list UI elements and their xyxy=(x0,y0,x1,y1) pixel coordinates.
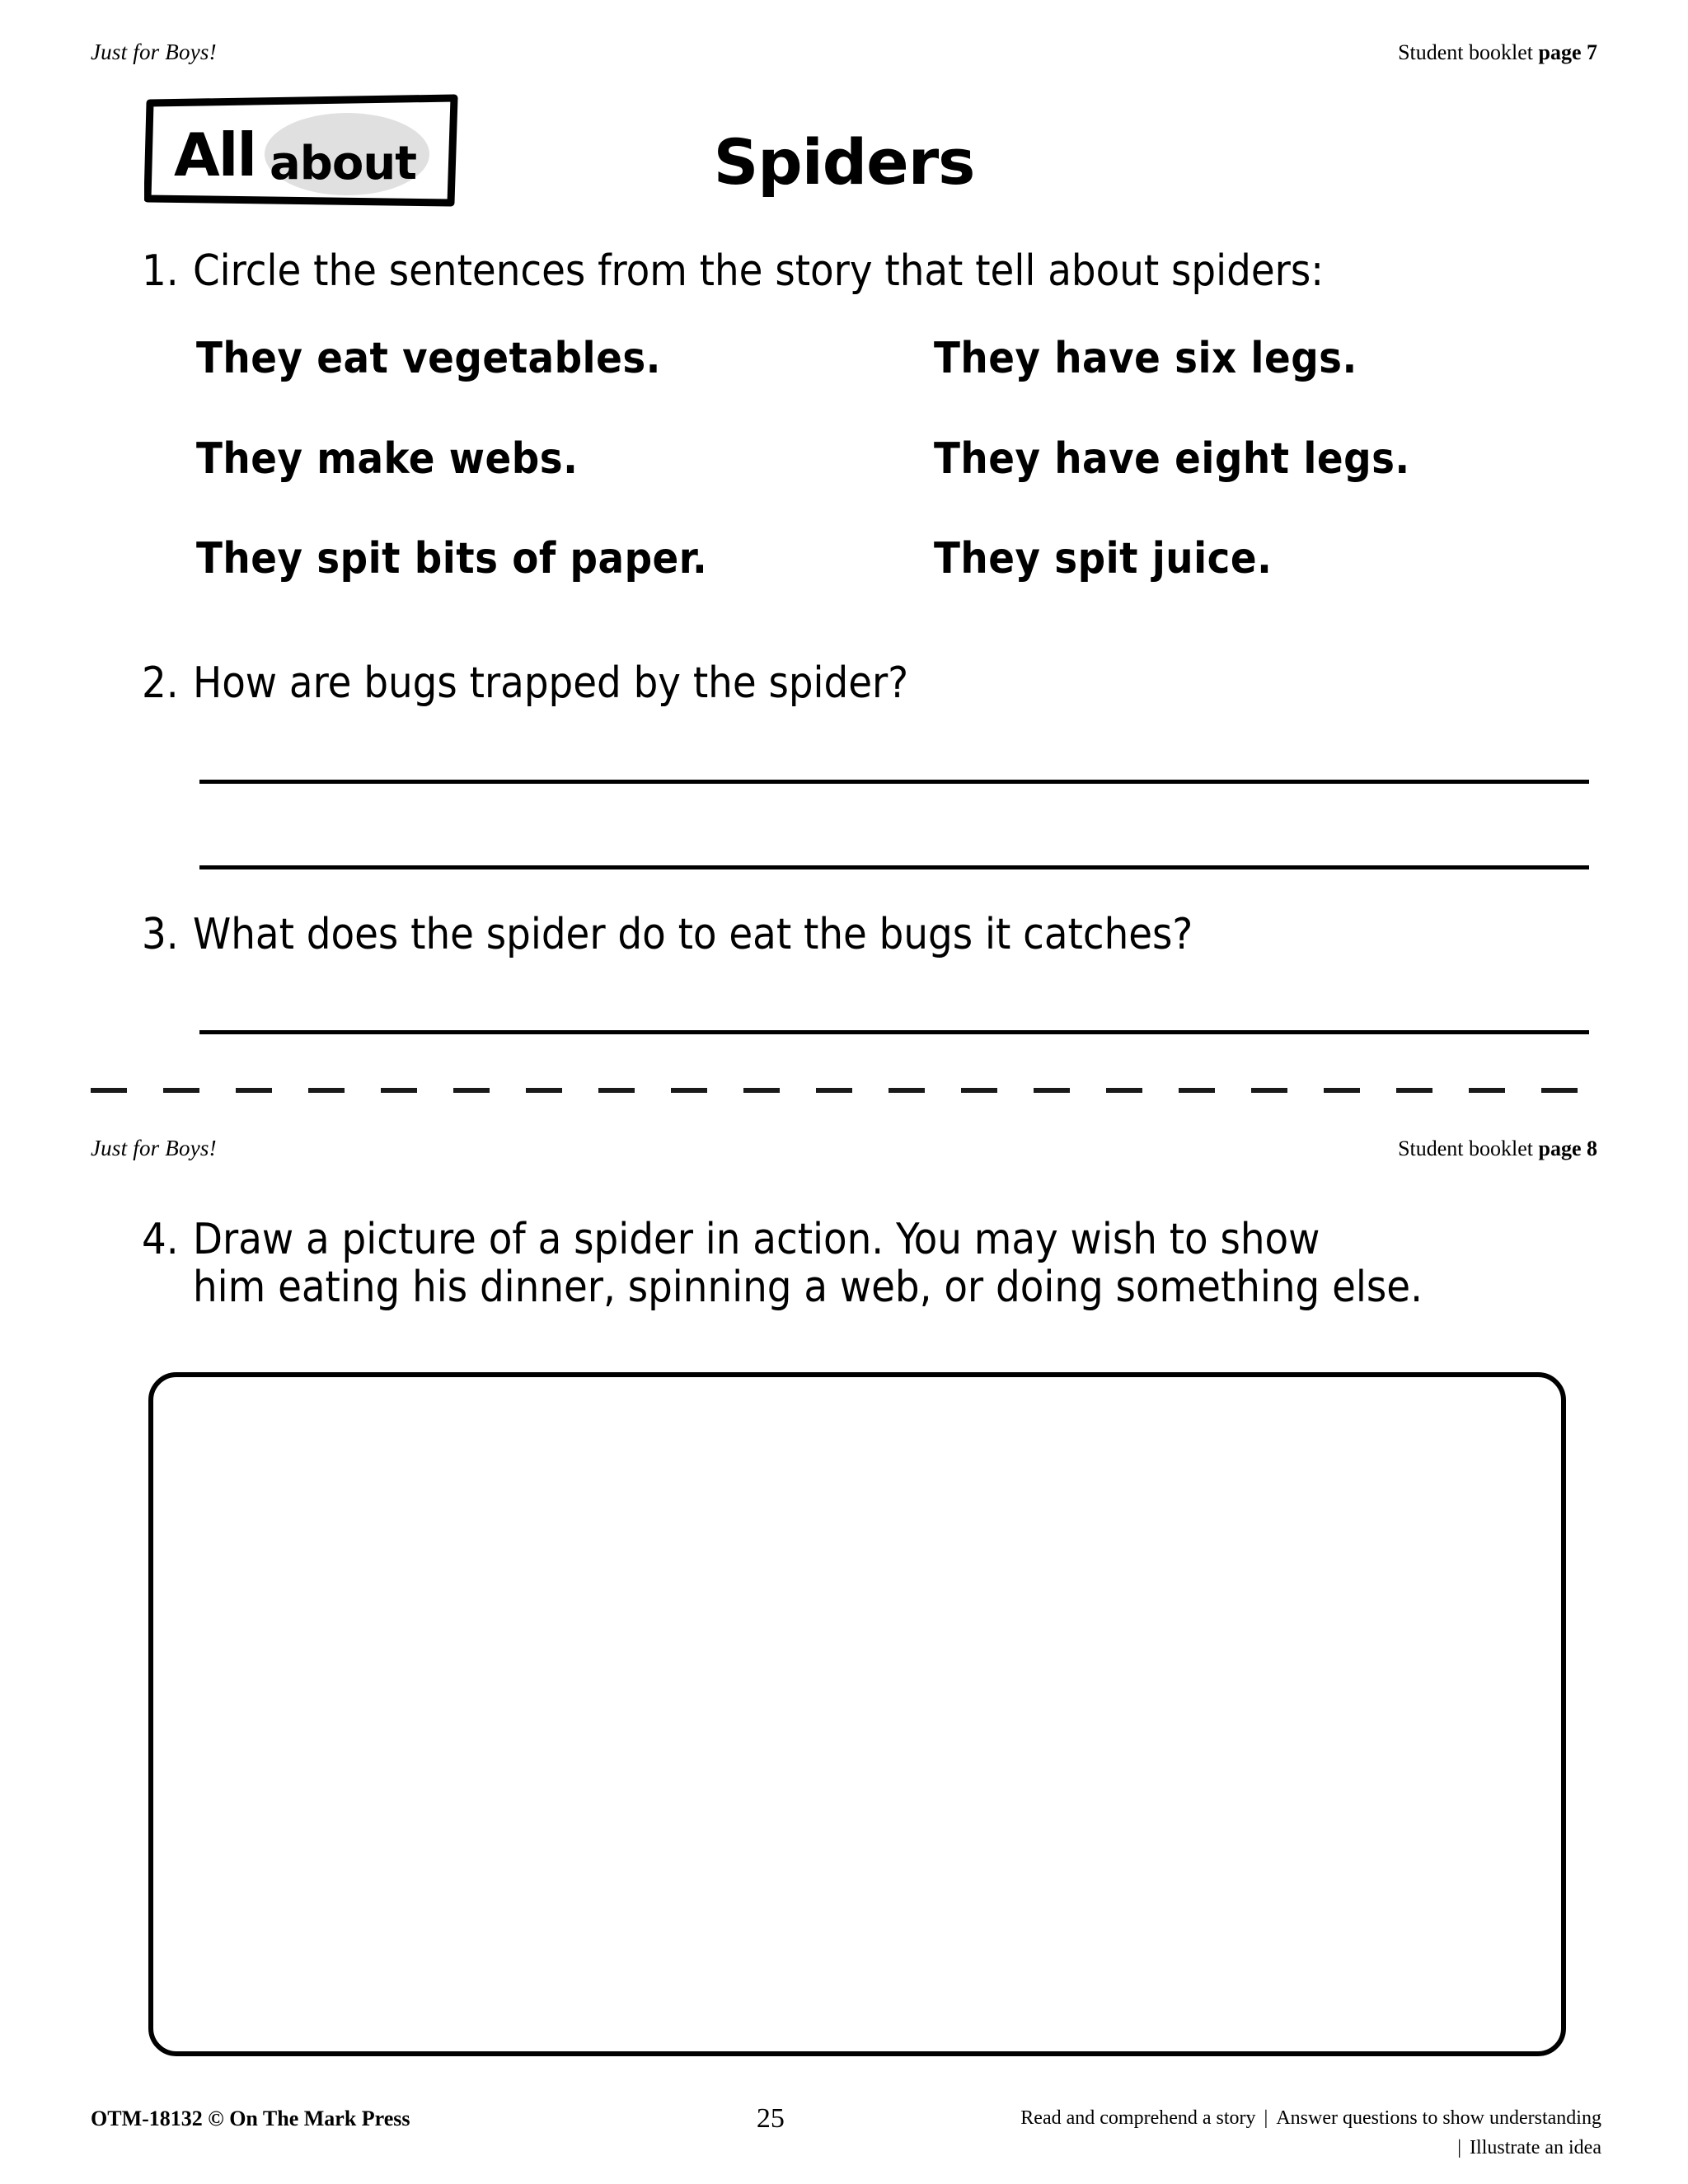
option-they-have-six-legs[interactable]: They have six legs. xyxy=(934,334,1357,383)
question-2-number: 2. xyxy=(142,658,179,708)
option-they-spit-juice[interactable]: They spit juice. xyxy=(934,534,1273,583)
question-4-line-1: Draw a picture of a spider in action. You may wish to show xyxy=(193,1215,1320,1264)
question-4-number: 4. xyxy=(142,1215,179,1264)
page-footer xyxy=(91,2103,1601,2163)
question-2 xyxy=(142,659,1597,707)
booklet-page-number: page 7 xyxy=(1538,40,1597,64)
question-4-line-2: him eating his dinner, spinning a web, or doing something else. xyxy=(193,1263,1423,1313)
option-they-make-webs[interactable]: They make webs. xyxy=(196,434,579,484)
question-3-text: What does the spider do to eat the bugs it catches? xyxy=(193,910,1193,959)
booklet-page-number-2: page 8 xyxy=(1538,1137,1597,1160)
running-head-booklet-page-2 xyxy=(1398,1137,1597,1161)
footer-skills xyxy=(1020,2103,1601,2163)
running-head-series-title-2: Just for Boys! xyxy=(91,1136,217,1160)
option-they-have-eight-legs[interactable]: They have eight legs. xyxy=(934,434,1410,484)
footer-separator-1: | xyxy=(1264,2107,1268,2129)
running-head-top xyxy=(91,40,1597,65)
page-title: Spiders xyxy=(713,125,975,199)
running-head-series-title: Just for Boys! xyxy=(91,40,217,64)
footer-page-number: 25 xyxy=(756,2103,785,2134)
question-4 xyxy=(142,1216,1597,1311)
booklet-label-2: Student booklet xyxy=(1398,1137,1539,1160)
booklet-label: Student booklet xyxy=(1398,40,1539,64)
footer-skill-1: Read and comprehend a story xyxy=(1020,2107,1256,2129)
question-4-text xyxy=(193,1216,1597,1311)
running-head-bottom xyxy=(91,1136,1597,1161)
svg-text:about: about xyxy=(270,137,416,190)
question-3-number: 3. xyxy=(142,910,179,959)
footer-skill-3: Illustrate an idea xyxy=(1470,2137,1601,2158)
drawing-area-box[interactable] xyxy=(148,1372,1566,2056)
svg-text:All: All xyxy=(174,120,256,190)
option-they-spit-bits-of-paper[interactable]: They spit bits of paper. xyxy=(196,534,708,583)
answer-line-3a[interactable] xyxy=(199,1030,1589,1034)
question-1-text: Circle the sentences from the story that tell about spiders: xyxy=(193,246,1324,296)
answer-line-2a[interactable] xyxy=(199,780,1589,784)
question-1-number: 1. xyxy=(142,246,179,296)
running-head-booklet-page xyxy=(1398,40,1597,65)
footer-separator-2: | xyxy=(1457,2137,1462,2158)
question-2-text: How are bugs trapped by the spider? xyxy=(193,658,909,708)
answer-line-2b[interactable] xyxy=(199,865,1589,869)
option-they-eat-vegetables[interactable]: They eat vegetables. xyxy=(196,334,661,383)
cut-line-divider xyxy=(91,1088,1597,1093)
footer-copyright: OTM-18132 © On The Mark Press xyxy=(91,2107,410,2130)
question-1 xyxy=(142,247,1597,295)
footer-skill-2: Answer questions to show understanding xyxy=(1276,2107,1601,2129)
question-3 xyxy=(142,911,1597,958)
